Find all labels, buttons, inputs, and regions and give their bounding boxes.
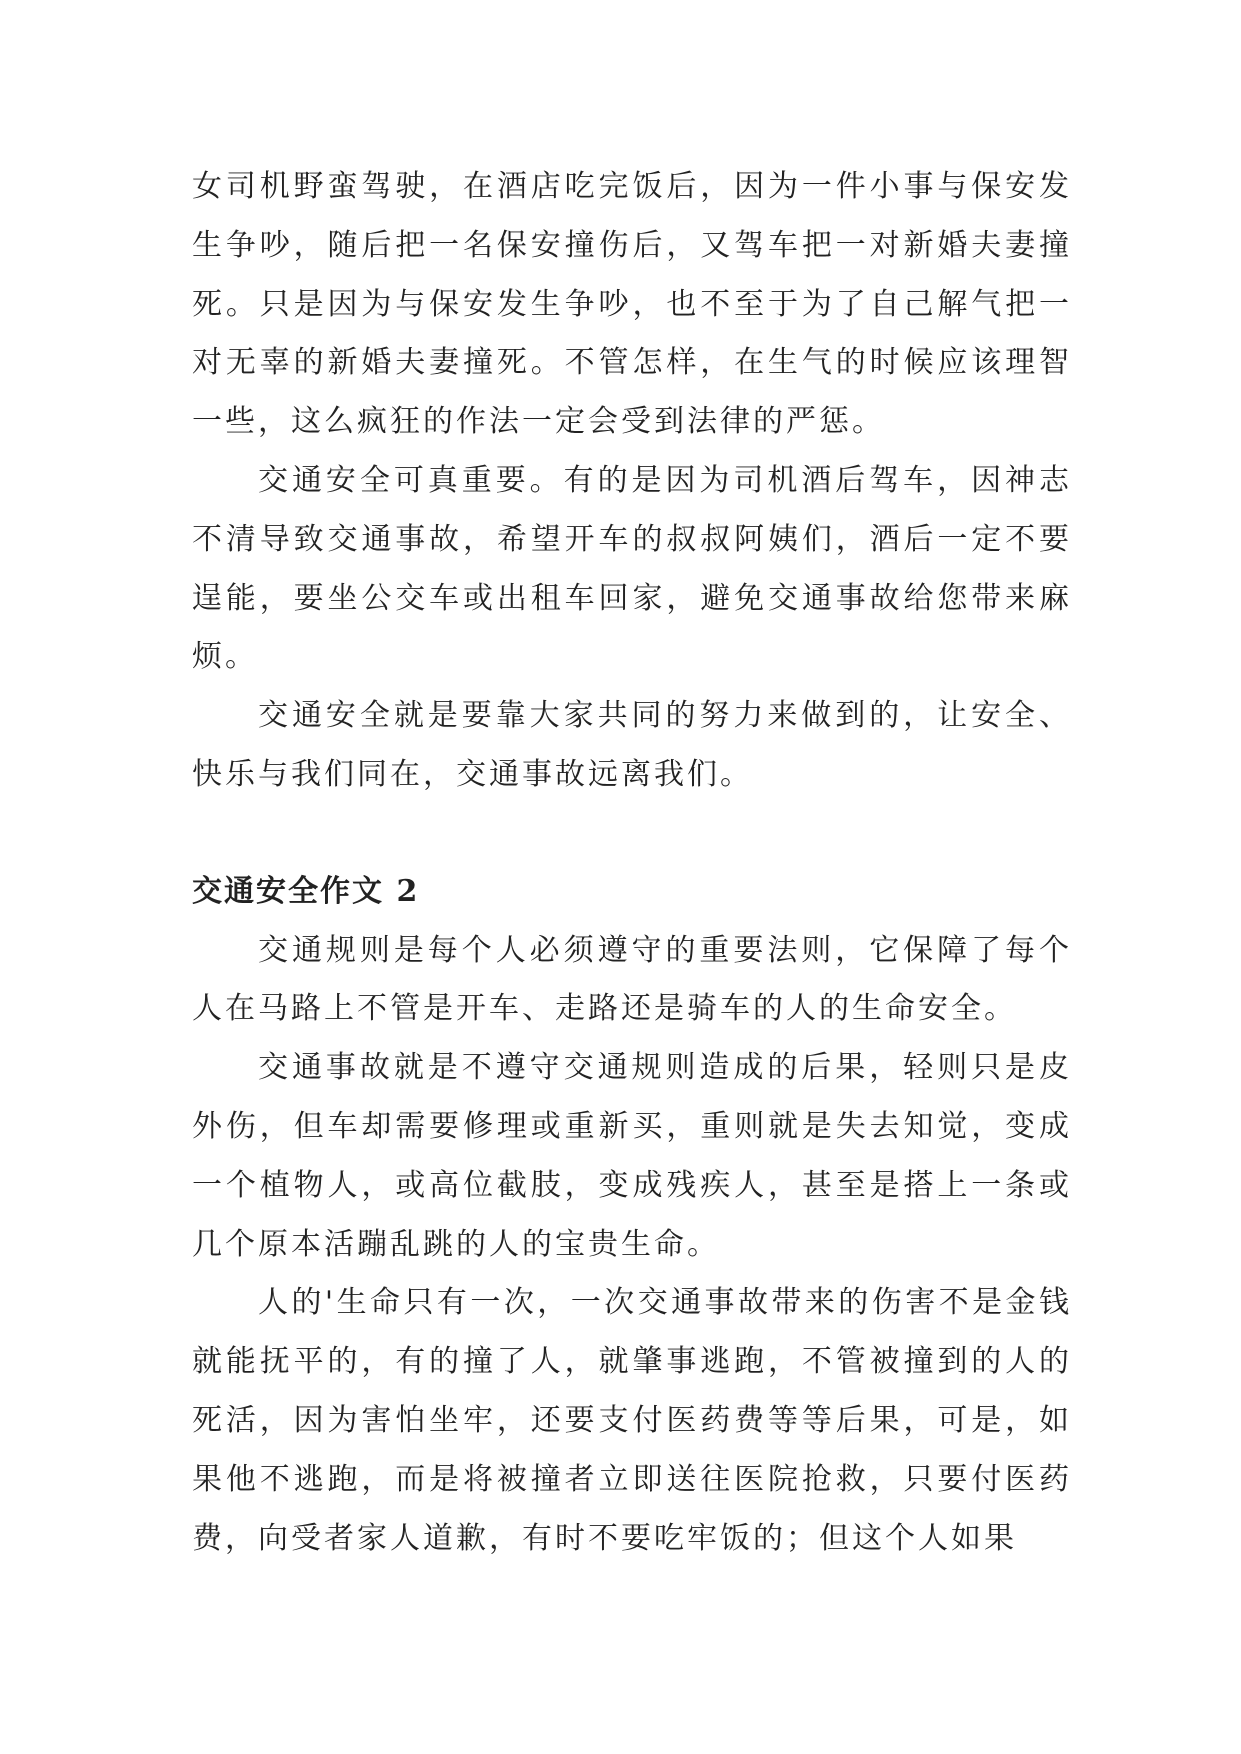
- continuation-paragraph: 女司机野蛮驾驶，在酒店吃完饭后，因为一件小事与保安发生争吵，随后把一名保安撞伤后，又驾车把一对新婚夫妻撞死。只是因为与保安发生争吵，也不至于为了自己解气把一对无辜的新婚夫妻撞死。不管怎样，在生气的时候应该理智一些，这么疯狂的作法一定会受到法律的严惩。: [192, 169, 1072, 440]
- paragraph-traffic-rules: 交通规则是每个人必须遵守的重要法则，它保障了每个人在马路上不管是开车、走路还是骑车的人的生命安全。: [192, 932, 1072, 1027]
- paragraph-accident-consequences: 交通事故就是不遵守交通规则造成的后果，轻则只是皮外伤，但车却需要修理或重新买，重则就是失去知觉，变成一个植物人，或高位截肢，变成残疾人，甚至是搭上一条或几个原本活蹦乱跳的人的宝贵生命。: [192, 1050, 1072, 1262]
- paragraph-life-once: 人的'生命只有一次，一次交通事故带来的伤害不是金钱就能抚平的，有的撞了人，就肇事逃跑，不管被撞到的人的死活，因为害怕坐牢，还要支付医药费等等后果，可是，如果他不逃跑，而是将被撞者立即送往医院抢救，只要付医药费，向受者家人道歉，有时不要吃牢饭的；但这个人如果: [192, 1285, 1072, 1556]
- paragraph-shared-effort: 交通安全就是要靠大家共同的努力来做到的，让安全、快乐与我们同在，交通事故远离我们。: [192, 698, 1072, 792]
- document-body: [192, 158, 1072, 1568]
- paragraph-drunk-driving: 交通安全可真重要。有的是因为司机酒后驾车，因神志不清导致交通事故，希望开车的叔叔阿姨们，酒后一定不要逞能，要坐公交车或出租车回家，避免交通事故给您带来麻烦。: [192, 462, 1072, 675]
- section-title: 交通安全作文 2: [192, 873, 420, 909]
